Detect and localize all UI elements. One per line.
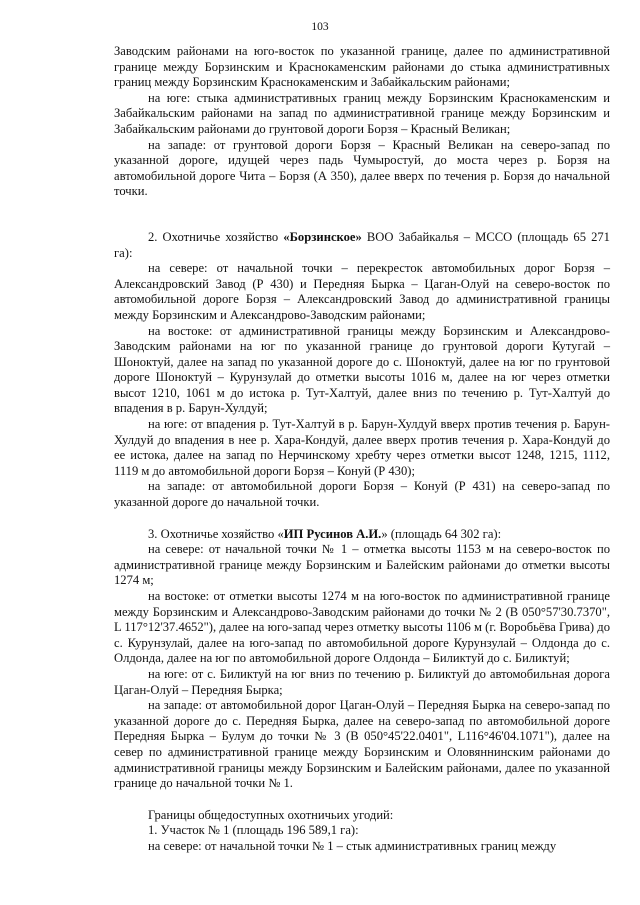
paragraph: на севере: от начальной точки № 1 – стык административных границ между [148, 838, 557, 853]
spacer [114, 792, 610, 808]
paragraph: на востоке: от отметки высоты 1274 м на юго-восток по административной границе между Борзинским и Александрово-Заводским районами до точки № 2 (В 050°57'30.7370", L 117°12'37.4652"), далее на юго-запад через отметку высоты 1106 м (г. Воробьёва Грива) до с. Курунзулай, далее на юго-запад по автомобильной дороге Курунзулай – Олдонда до с. Олдонда, далее на юг по автомобильной дороге Олдонда – Биликтуй до с. Биликтуй; [114, 589, 610, 666]
paragraph: на юге: от с. Биликтуй на юг вниз по течению р. Биликтуй до автомобильная дорога Цаган-Олуй – Передняя Бырка; [114, 666, 610, 697]
paragraph: на западе: от автомобильной дорог Цаган-Олуй – Передняя Бырка на северо-запад по указанной дороге до с. Передняя Бырка, далее на северо-запад по автомобильной дороге Передняя Бырка – Булум до точки № 3 (В 050°45'22.0401", L116°46'04.1071"), далее на север по административной границе между Борзинским и Оловяннинским районами до административной границы между Борзинским и Балейским районами, далее по указанной границе до начальной точки № 1. [114, 698, 610, 791]
spacer [114, 511, 610, 527]
paragraph: на западе: от грунтовой дороги Борзя – Красный Великан на северо-запад по указанной дороге, идущей через падь Чумыростуй, до моста через р. Борзя на автомобильной дороге Чита – Борзя (А 350), далее вверх по течения р. Борзя до начальной точки. [114, 137, 610, 199]
subsection-heading: 1. Участок № 1 (площадь 196 589,1 га): [148, 823, 359, 838]
paragraph: на западе: от автомобильной дороги Борзя – Конуй (Р 431) на северо-запад по указанной дороге до начальной точки. [114, 479, 610, 510]
heading-text: 3. Охотничье хозяйство « [148, 526, 284, 541]
spacer [114, 216, 610, 230]
heading-text: 2. Охотничье хозяйство [148, 229, 284, 244]
section-heading-3 [114, 527, 610, 543]
paragraph: на юге: от впадения р. Тут-Халтуй в р. Барун-Хулдуй вверх против течения р. Барун-Хулдуй до впадения в нее р. Хара-Кондуй, далее вверх против течения р. Хара-Кондуй до ее истока, далее на запад по Нерчинскому хребту через отметки высот 1248, 1215, 1112, 1119 м до автомобильной дороги Борзя – Конуй (Р 430); [114, 417, 610, 478]
paragraph: Заводским районами на юго-восток по указанной границе, далее по административной границе между Борзинским и Краснокаменским районами до стыка административных границ между Борзинским Краснокаменским и Забайкальским районами; [114, 44, 610, 90]
heading-text: » (площадь 64 302 га): [381, 526, 502, 541]
page-number: 103 [311, 21, 329, 33]
hunting-ground-name: ИП Русинов А.И. [283, 526, 382, 541]
hunting-ground-name: «Борзинское» [283, 229, 362, 244]
section-heading-public: Границы общедоступных охотничьих угодий: [148, 807, 394, 822]
paragraph: на севере: от начальной точки – перекресток автомобильных дорог Борзя – Александровский Завод (Р 430) и Передняя Бырка – Цаган-Олуй на северо-восток по автомобильной дороге Борзя – Александровский Завод до административной границы между Борзинским и Александрово-Заводским районами; [114, 261, 610, 322]
paragraph: на севере: от начальной точки № 1 – отметка высоты 1153 м на северо-восток по административной границе между Борзинским и Балейским районами до отметки высоты 1274 м; [114, 542, 610, 588]
heading-text: ВОО Забайкалья – МССО (площадь 65 271 га): [114, 229, 610, 260]
document-body [114, 44, 610, 855]
paragraph: на востоке: от административной границы между Борзинским и Александрово-Заводским районами на юг по указанной границе до грунтовой дороги Кутугай – Шоноктуй, далее на запад по указанной дороге до с. Шоноктуй, далее на юг по грунтовой дороге Шоноктуй – Курунзулай до отметки высоты 1016 м, далее на юг через отметки высот 1210, 1061 м до истока р. Тут-Халтуй, далее вниз по течению р. Тут-Халтуй до впадения в р. Барун-Хулдуй; [114, 323, 610, 416]
section-heading-2 [114, 230, 610, 261]
spacer [114, 200, 610, 216]
paragraph: на юге: стыка административных границ между Борзинским Краснокаменским и Забайкальским районами на запад по административной границе между Борзинским и Забайкальским районами до грунтовой дороги Борзя – Красный Великан; [114, 90, 610, 136]
